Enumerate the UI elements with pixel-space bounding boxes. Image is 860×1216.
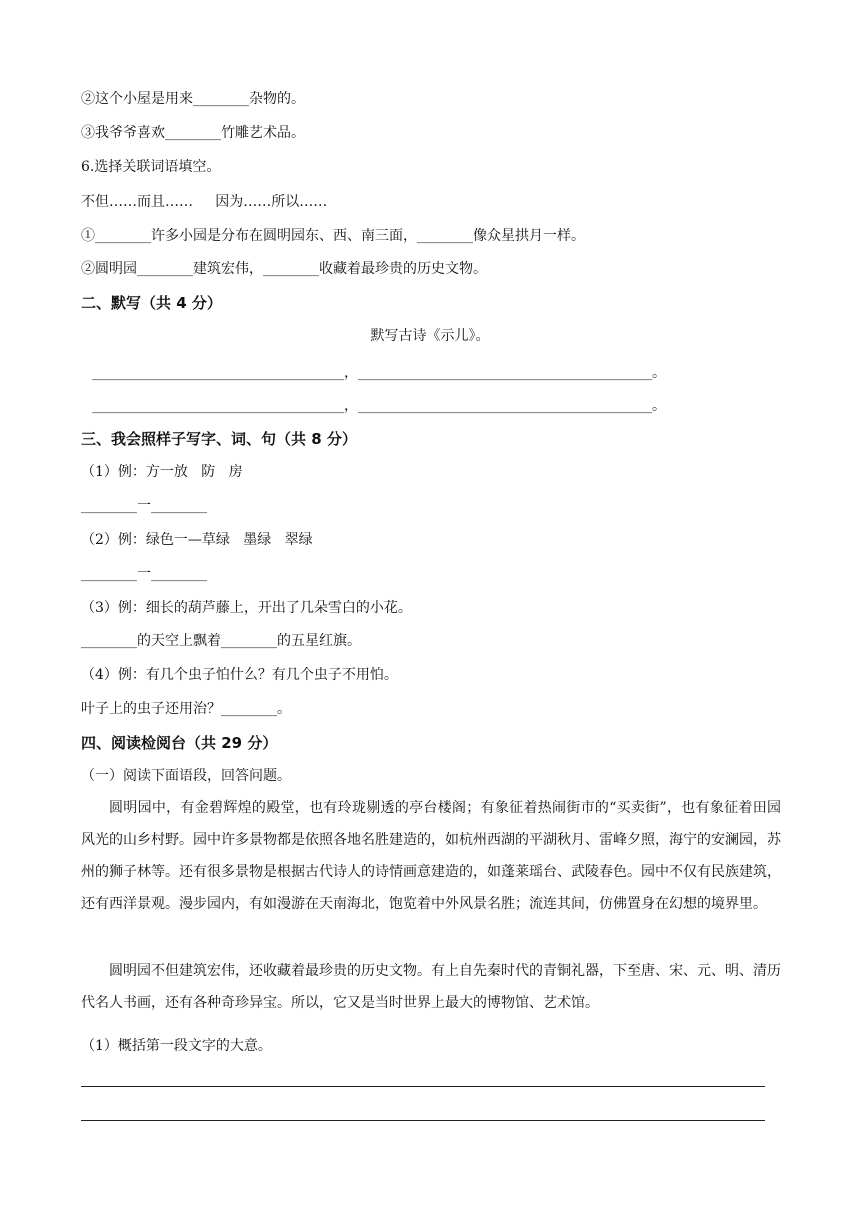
reading-paragraph-2: 圆明园不但建筑宏伟，还收藏着最珍贵的历史文物。有上自先秦时代的青铜礼器，下至唐、宋、元、明、清历代名人书画，还有各种奇珍异宝。所以，它又是当时世界上最大的博物馆、艺术馆。 [81,963,781,1011]
q6-item-2: ②圆明园________建筑宏伟，________收藏着最珍贵的历史文物。 [81,261,487,277]
answer-rule-2[interactable] [81,1120,765,1121]
q5-item-2: ②这个小屋是用来________杂物的。 [81,91,305,107]
section-2-heading: 二、默写（共 4 分） [81,294,222,312]
poem-answer-line-2[interactable]: ____________________________________，__________________________________________。 [92,398,666,414]
poem-answer-line-1[interactable]: ____________________________________，__________________________________________。 [92,365,666,381]
answer-3[interactable]: ________的天空上飘着________的五星红旗。 [81,633,361,649]
reading-paragraph-1: 圆明园中，有金碧辉煌的殿堂，也有玲珑剔透的亭台楼阁；有象征着热闹街市的“买卖街”，也有象征着田园风光的山乡村野。园中许多景物都是依照各地名胜建造的，如杭州西湖的平湖秋月、雷峰夕照，海宁的安澜园，苏州的狮子林等。还有很多景物是根据古代诗人的诗情画意建造的，如蓬莱瑶台、武陵春色。园中不仅有民族建筑，还有西洋景观。漫步园内，有如漫游在天南海北，饱览着中外风景名胜；流连其间，仿佛置身在幻想的境界里。 [81,800,781,912]
example-2: （2）例：绿色一—草绿 墨绿 翠绿 [81,532,313,548]
q6-item-1: ①________许多小园是分布在圆明园东、西、南三面，________像众星拱月一样。 [81,228,585,244]
answer-2[interactable]: ________一________ [81,566,207,582]
answer-rule-1[interactable] [81,1086,765,1087]
example-3: （3）例：细长的葫芦藤上，开出了几朵雪白的小花。 [81,600,412,616]
example-4: （4）例：有几个虫子怕什么？有几个虫子不用怕。 [81,667,398,683]
q6-title: 6.选择关联词语填空。 [81,159,221,175]
poem-prompt: 默写古诗《示儿》。 [370,328,490,344]
section-3-heading: 三、我会照样子写字、词、句（共 8 分） [81,430,357,448]
example-1: （1）例：方一放 防 房 [81,464,243,480]
answer-4[interactable]: 叶子上的虫子还用治？________。 [81,701,291,717]
q6-options: 不但……而且…… 因为……所以…… [81,194,328,210]
answer-1[interactable]: ________一________ [81,498,207,514]
section-4-heading: 四、阅读检阅台（共 29 分） [81,734,278,752]
question-1: （1）概括第一段文字的大意。 [81,1038,272,1054]
reading-subheading: （一）阅读下面语段，回答问题。 [81,768,291,784]
q5-item-3: ③我爷爷喜欢________竹雕艺术品。 [81,125,305,141]
